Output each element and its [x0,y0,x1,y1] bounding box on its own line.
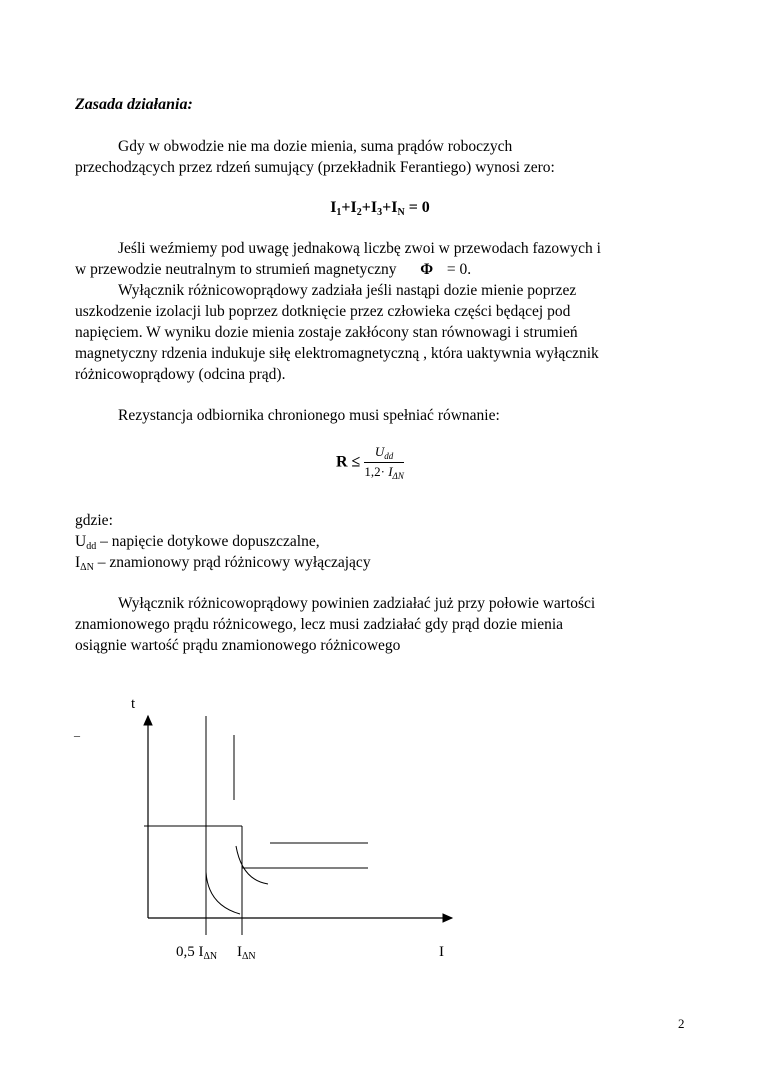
para5-line2: znamionowego prądu różnicowego, lecz musi zadziałać gdy prąd dozie mienia [75,616,564,633]
para3-line2: uszkodzenie izolacji lub poprzez dotknięcie przez człowieka części będącej pod [75,303,571,320]
fraction: $\frac{U_{dd}}{1,2\cdot I_{\Delta N}}$ [364,444,404,481]
curve-lower [206,872,240,914]
para5-line3: osiągnie wartość prądu znamionowego różnicowego [75,637,401,654]
formula-current-sum: $I_1+I_2+I_3+I_N = 0$ [330,199,430,218]
definition-idn: $I_{\Delta N}$ – znamionowy prąd różnicowy wyłączający [75,554,371,573]
para2-line1: Jeśli weźmiemy pod uwagę jednakową liczbę zwoi w przewodach fazowych i [118,240,601,257]
para3-line5: różnicowoprądowy (odcina prąd). [75,366,286,383]
curve-upper [236,846,268,884]
para3-line1: Wyłącznik różnicowoprądowy zadziała jeśli nastąpi dozie mienie poprzez [118,282,577,299]
x-axis-label: I [439,944,444,960]
phi-symbol: Φ [420,261,434,278]
y-axis-label: t [131,696,136,712]
definition-udd: $U_{dd}$ – napięcie dotykowe dopuszczalne, [75,533,320,552]
para1-line1: Gdy w obwodzie nie ma dozie mienia, suma prądów roboczych [118,138,513,155]
x-tick-idn: $I_{\Delta N}$ [237,944,256,962]
para3-line4: magnetyczny rdzenia indukuje siłę elektromagnetyczną , która uaktywnia wyłącznik [75,345,599,362]
stray-mark: _ [74,724,80,738]
gdzie-label: gdzie: [75,512,113,529]
para5-line1: Wyłącznik różnicowoprądowy powinien zadziałać już przy połowie wartości [118,595,596,612]
para3-line3: napięciem. W wyniku dozie mienia zostaje zakłócony stan równowagi i strumień [75,324,578,341]
x-tick-half-idn: 0,5 $I_{\Delta N}$ [176,944,218,962]
para4: Rezystancja odbiornika chronionego musi spełniać równanie: [118,407,500,424]
page-number: 2 [678,1016,685,1031]
para2-line2: w przewodzie neutralnym to strumień magnetyczny Φ = 0. [75,261,472,278]
para1-line2: przechodzących przez rdzeń sumujący (przekładnik Ferantiego) wynosi zero: [75,159,555,176]
section-heading: Zasada działania: [75,96,193,113]
formula-resistance: R ≤ $\frac{U_{dd}}{1,2\cdot I_{\Delta N}}$ [336,444,404,481]
